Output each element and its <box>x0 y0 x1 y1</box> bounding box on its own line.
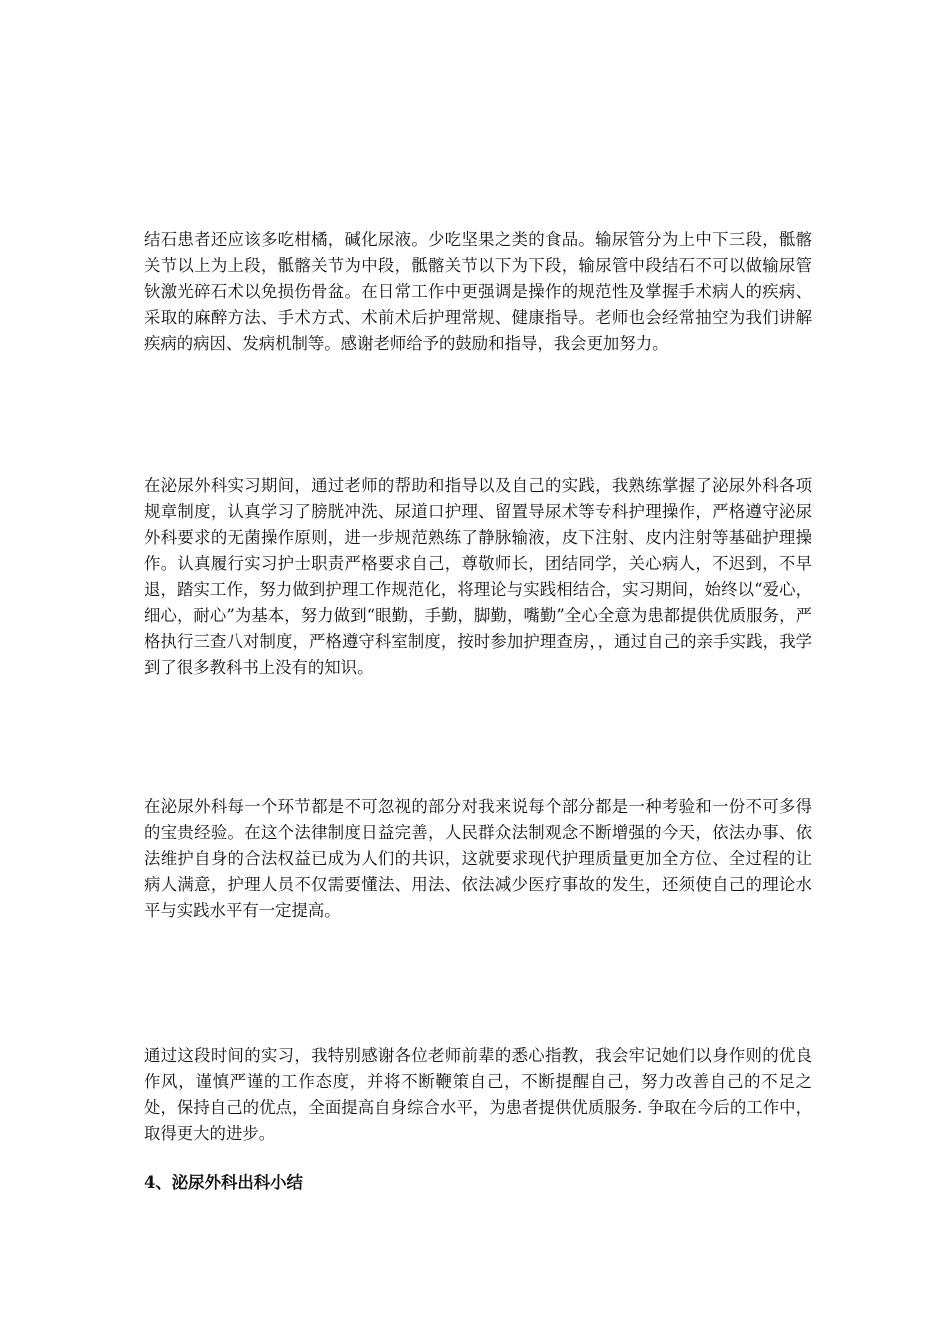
section-heading: 4、泌尿外科出科小结 <box>144 1173 303 1192</box>
paragraph-internship-skills: 在泌尿外科实习期间，通过老师的帮助和指导以及自己的实践，我熟练掌握了泌尿外科各项规章制度，认真学习了膀胱冲洗、尿道口护理、留置导尿术等专科护理操作，严格遵守泌尿外科要求的无菌操作原则，进一步规范熟练了静脉输液，皮下注射、皮内注射等基础护理操作。认真履行实习护士职责严格要求自己，尊敬师长，团结同学，关心病人，不迟到，不早退，踏实工作，努力做到护理工作规范化，将理论与实践相结合，实习期间，始终以“爱心，细心，耐心”为基本，努力做到“眼勤，手勤，脚勤，嘴勤”全心全意为患都提供优质服务，严格执行三查八对制度，严格遵守科室制度，按时参加护理查房，，通过自己的亲手实践，我学到了很多教科书上没有的知识。 <box>144 476 812 677</box>
paragraph-kidney-stone-diet: 结石患者还应该多吃柑橘，碱化尿液。少吃坚果之类的食品。输尿管分为上中下三段，骶髂关节以上为上段，骶髂关节为中段，骶髂关节以下为下段，输尿管中段结石不可以做输尿管钬激光碎石术以免损伤骨盆。在日常工作中更强调是操作的规范性及掌握手术病人的疾病、采取的麻醉方法、手术方式、术前术后护理常规、健康指导。老师也会经常抽空为我们讲解疾病的病因、发病机制等。感谢老师给予的鼓励和指导，我会更加努力。 <box>144 230 812 353</box>
paragraph-gratitude: 通过这段时间的实习，我特别感谢各位老师前辈的悉心指教，我会牢记她们以身作则的优良作风，谨慎严谨的工作态度，并将不断鞭策自己，不断提醒自己，努力改善自己的不足之处，保持自己的优点，全面提高自身综合水平，为患者提供优质服务. 争取在今后的工作中，取得更大的进步。 <box>144 1046 812 1143</box>
paragraph-legal-awareness: 在泌尿外科每一个环节都是不可忽视的部分对我来说每个部分都是一种考验和一份不可多得的宝贵经验。在这个法律制度日益完善，人民群众法制观念不断增强的今天，依法办事、依法维护自身的合法权益已成为人们的共识，这就要求现代护理质量更加全方位、全过程的让病人满意，护理人员不仅需要懂法、用法、依法减少医疗事故的发生，还须使自己的理论水平与实践水平有一定提高。 <box>144 797 812 920</box>
